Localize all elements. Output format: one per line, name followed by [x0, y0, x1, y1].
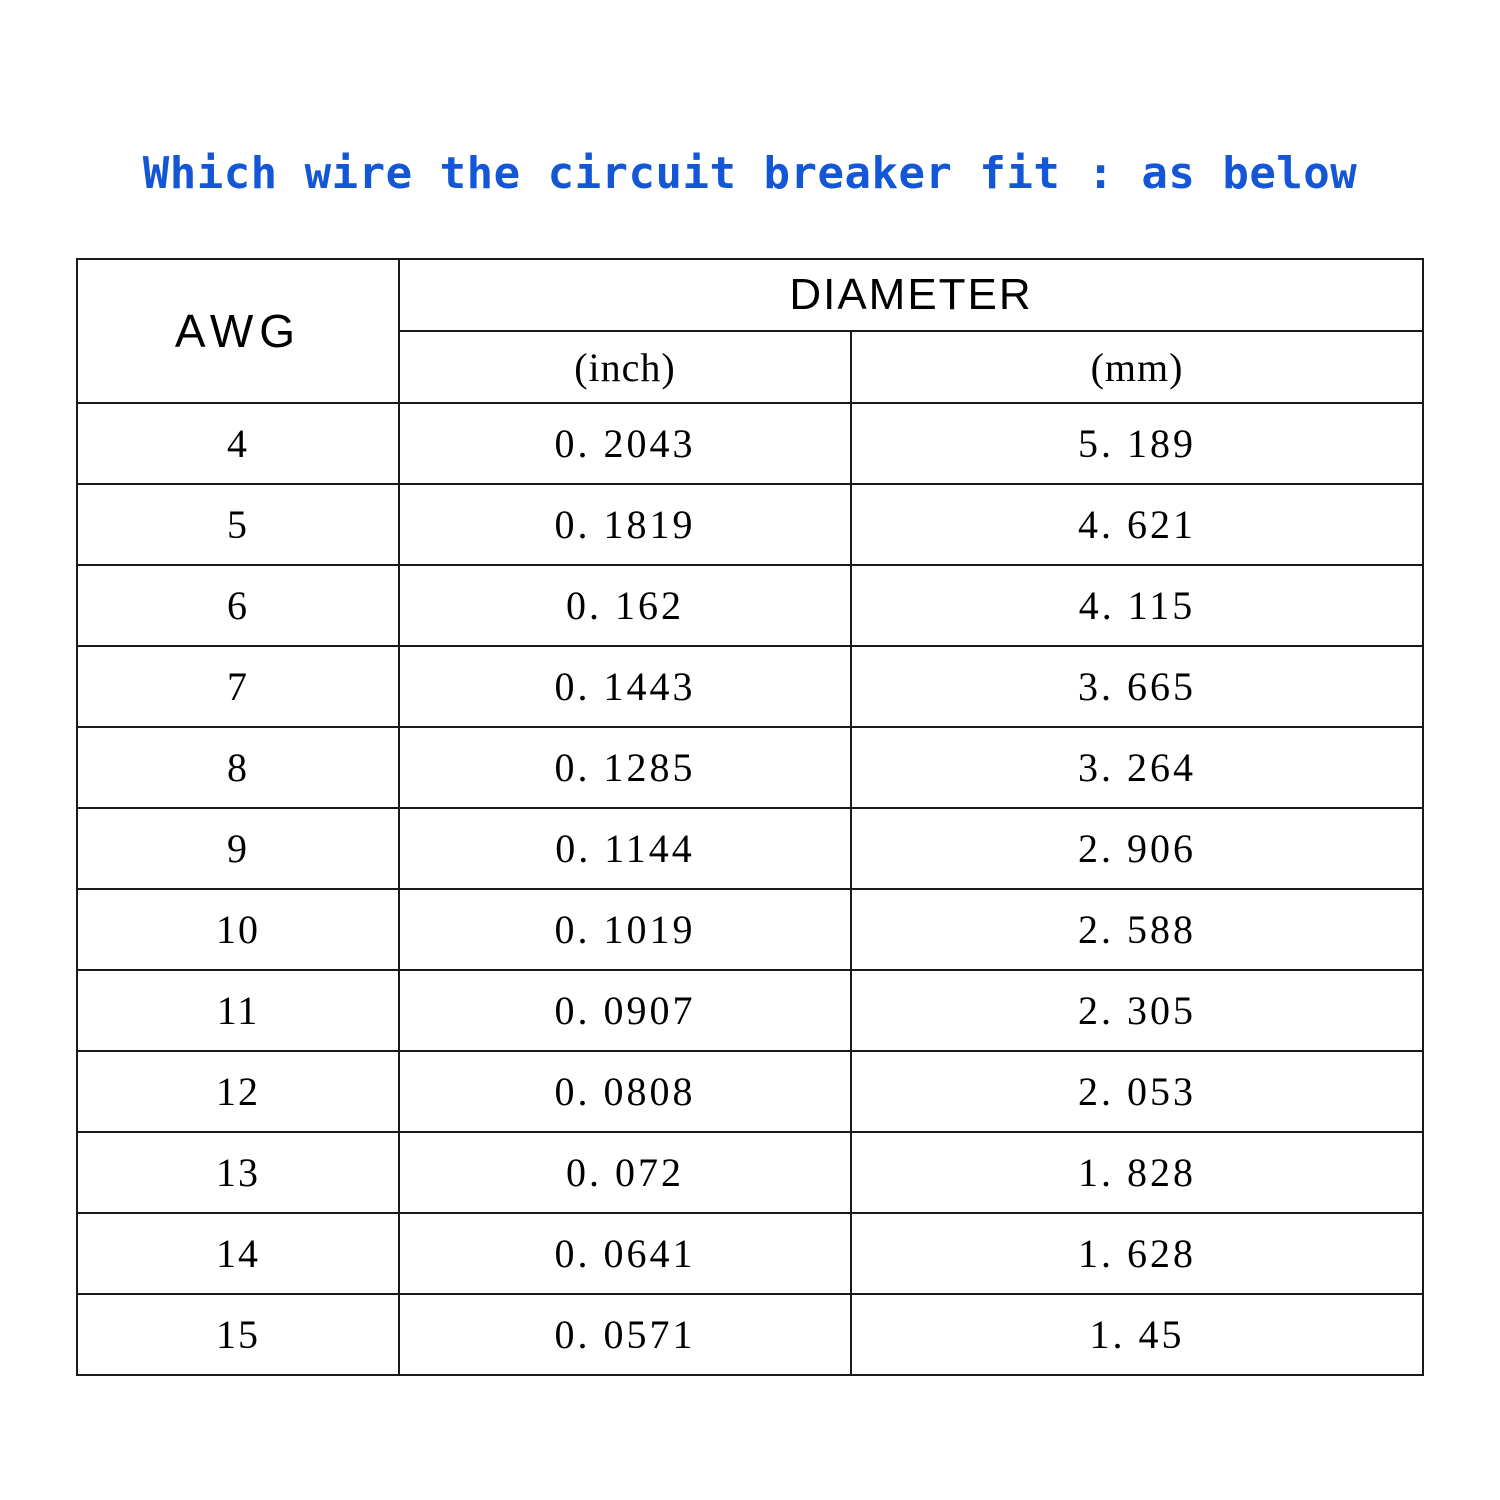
cell-mm: 1. 628	[851, 1213, 1423, 1294]
table-header	[77, 259, 1423, 403]
cell-inch: 0. 1285	[399, 727, 851, 808]
cell-inch: 0. 2043	[399, 403, 851, 484]
cell-mm: 1. 828	[851, 1132, 1423, 1213]
cell-mm: 2. 053	[851, 1051, 1423, 1132]
cell-mm: 2. 906	[851, 808, 1423, 889]
table-row	[77, 403, 1423, 484]
cell-awg: 5	[77, 484, 399, 565]
table-header-row-1	[77, 259, 1423, 331]
table-row	[77, 1213, 1423, 1294]
cell-inch: 0. 0808	[399, 1051, 851, 1132]
page-title: Which wire the circuit breaker fit : as below	[142, 148, 1358, 199]
table-row	[77, 808, 1423, 889]
column-header-inch: (inch)	[399, 331, 851, 403]
column-header-diameter: DIAMETER	[399, 259, 1423, 331]
cell-mm: 3. 665	[851, 646, 1423, 727]
column-header-awg: AWG	[77, 259, 399, 403]
cell-inch: 0. 162	[399, 565, 851, 646]
cell-inch: 0. 1019	[399, 889, 851, 970]
cell-awg: 7	[77, 646, 399, 727]
cell-mm: 2. 305	[851, 970, 1423, 1051]
cell-mm: 4. 115	[851, 565, 1423, 646]
cell-mm: 1. 45	[851, 1294, 1423, 1375]
cell-inch: 0. 0571	[399, 1294, 851, 1375]
cell-awg: 4	[77, 403, 399, 484]
cell-mm: 3. 264	[851, 727, 1423, 808]
cell-awg: 6	[77, 565, 399, 646]
cell-mm: 2. 588	[851, 889, 1423, 970]
table-row	[77, 727, 1423, 808]
cell-inch: 0. 072	[399, 1132, 851, 1213]
table-row	[77, 646, 1423, 727]
cell-awg: 12	[77, 1051, 399, 1132]
cell-awg: 10	[77, 889, 399, 970]
awg-diameter-table	[76, 258, 1424, 1376]
table-row	[77, 1294, 1423, 1375]
table-row	[77, 970, 1423, 1051]
cell-awg: 11	[77, 970, 399, 1051]
column-header-mm: (mm)	[851, 331, 1423, 403]
cell-awg: 14	[77, 1213, 399, 1294]
table-row	[77, 484, 1423, 565]
cell-awg: 15	[77, 1294, 399, 1375]
cell-inch: 0. 0641	[399, 1213, 851, 1294]
cell-awg: 8	[77, 727, 399, 808]
cell-inch: 0. 1819	[399, 484, 851, 565]
cell-mm: 4. 621	[851, 484, 1423, 565]
cell-inch: 0. 1144	[399, 808, 851, 889]
cell-inch: 0. 0907	[399, 970, 851, 1051]
awg-diameter-table-container	[76, 258, 1424, 1376]
table-row	[77, 889, 1423, 970]
table-body	[77, 403, 1423, 1375]
cell-mm: 5. 189	[851, 403, 1423, 484]
cell-awg: 9	[77, 808, 399, 889]
table-row	[77, 1132, 1423, 1213]
table-row	[77, 1051, 1423, 1132]
cell-awg: 13	[77, 1132, 399, 1213]
cell-inch: 0. 1443	[399, 646, 851, 727]
table-row	[77, 565, 1423, 646]
